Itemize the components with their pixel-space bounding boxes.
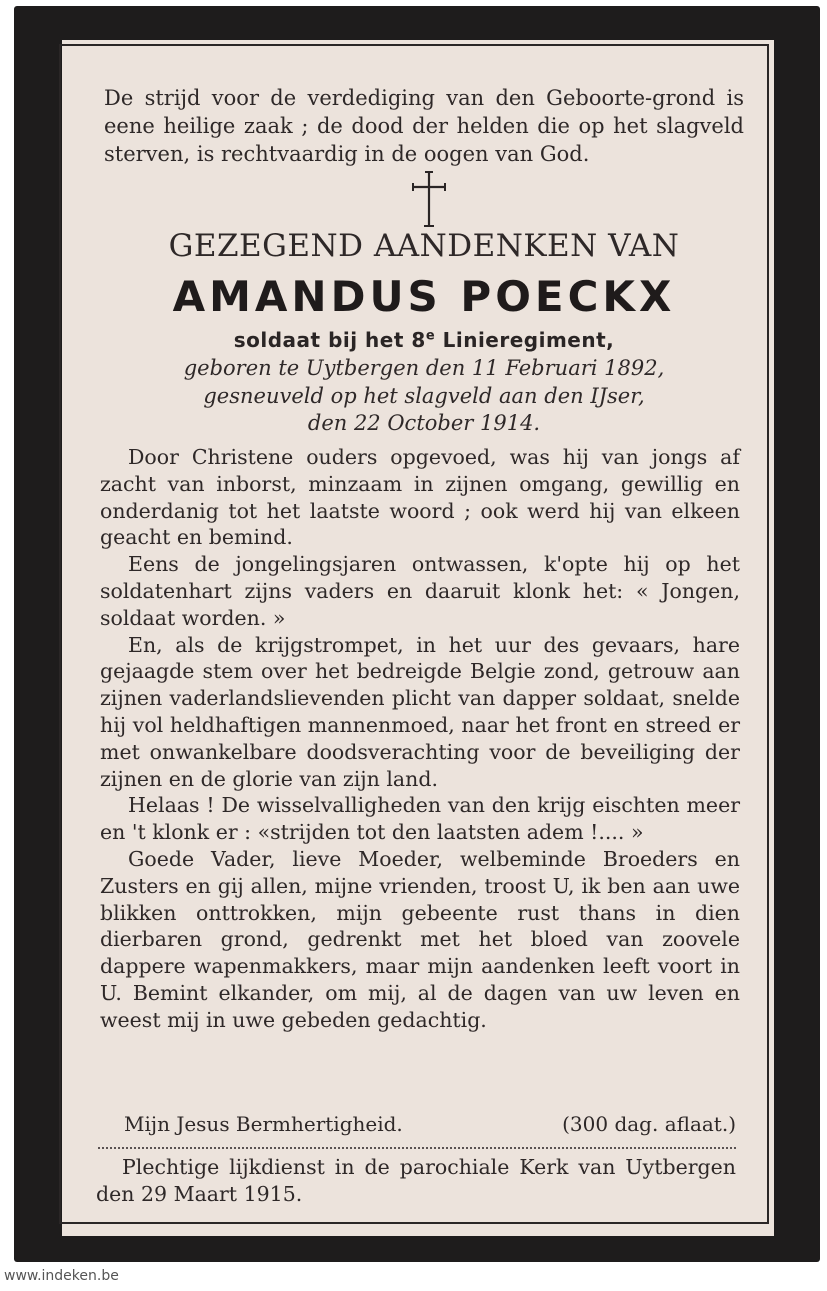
deceased-name: AMANDUS POECKX [172,272,676,321]
military-rank [94,328,754,352]
birth-line: geboren te Uytbergen den 11 Februari 1892, [183,356,665,380]
death-place-line: gesneuveld op het slagveld aan den IJser, [203,384,645,408]
biography [100,444,740,1034]
rank-superscript: e [425,328,436,344]
paragraph-war: Helaas ! De wisselvalligheden van den krijg eischten meer en 't klonk er : «strijden tot den laatsten adem !.... » [100,793,740,845]
rank-prefix: soldaat bij het 8 [233,328,426,352]
cross-icon [411,170,447,228]
death-date-line: den 22 October 1914. [307,411,541,435]
website-watermark: www.indeken.be [4,1268,119,1284]
rank-suffix: Linieregiment, [435,328,615,352]
memorial-heading: GEZEGEND AANDENKEN VAN [168,228,680,264]
prayer-text: Mijn Jesus Bermhertigheid. [124,1112,403,1136]
indulgence-text: (300 dag. aflaat.) [562,1112,736,1136]
dotted-divider [98,1147,736,1149]
paragraph-upbringing: Door Christene ouders opgevoed, was hij van jongs af zacht van inborst, minzaam in zijnen omgang, gewillig en onderdanig tot het laatste woord ; ook werd hij van elkeen geacht en bemind. [100,445,740,550]
paragraph-service: En, als de krijgstrompet, in het uur des gevaars, hare gejaagde stem over het bedreigde Belgie zond, getrouw aan zijnen vaderlandslievenden plicht van dapper soldaat, snelde hij vol heldhaftigen mannenmoed, naar het front en streed er met onwankelbare doodsverachting voor de beveiliging der zijnen en de glorie van zijn land. [100,632,740,791]
paragraph-youth: Eens de jongelingsjaren ontwassen, k'opte hij op het soldatenhart zijns vaders en daaruit klonk het: « Jongen, soldaat worden. » [100,552,740,630]
funeral-notice [96,1154,736,1208]
motto-text: De strijd voor de verdediging van den Geboorte-grond is eene heilige zaak ; de dood der helden die op het slagveld sterven, is rechtvaardig in de oogen van God. [104,86,744,166]
paragraph-farewell: Goede Vader, lieve Moeder, welbeminde Broeders en Zusters en gij allen, mijne vrienden, troost U, ik ben aan uwe blikken onttrokken, mijn gebeente rust thans in dien dierbaren grond, gedrenkt met het bloed van zoovele dappere wapenmakkers, maar mijn aandenken leeft voort in U. Bemint elkander, om mij, al de dagen van uw leven en weest mij in uwe gebeden gedachtig. [100,846,740,1032]
prayer-line [100,1112,736,1136]
funeral-text: Plechtige lijkdienst in de parochiale Kerk van Uytbergen den 29 Maart 1915. [96,1155,736,1206]
